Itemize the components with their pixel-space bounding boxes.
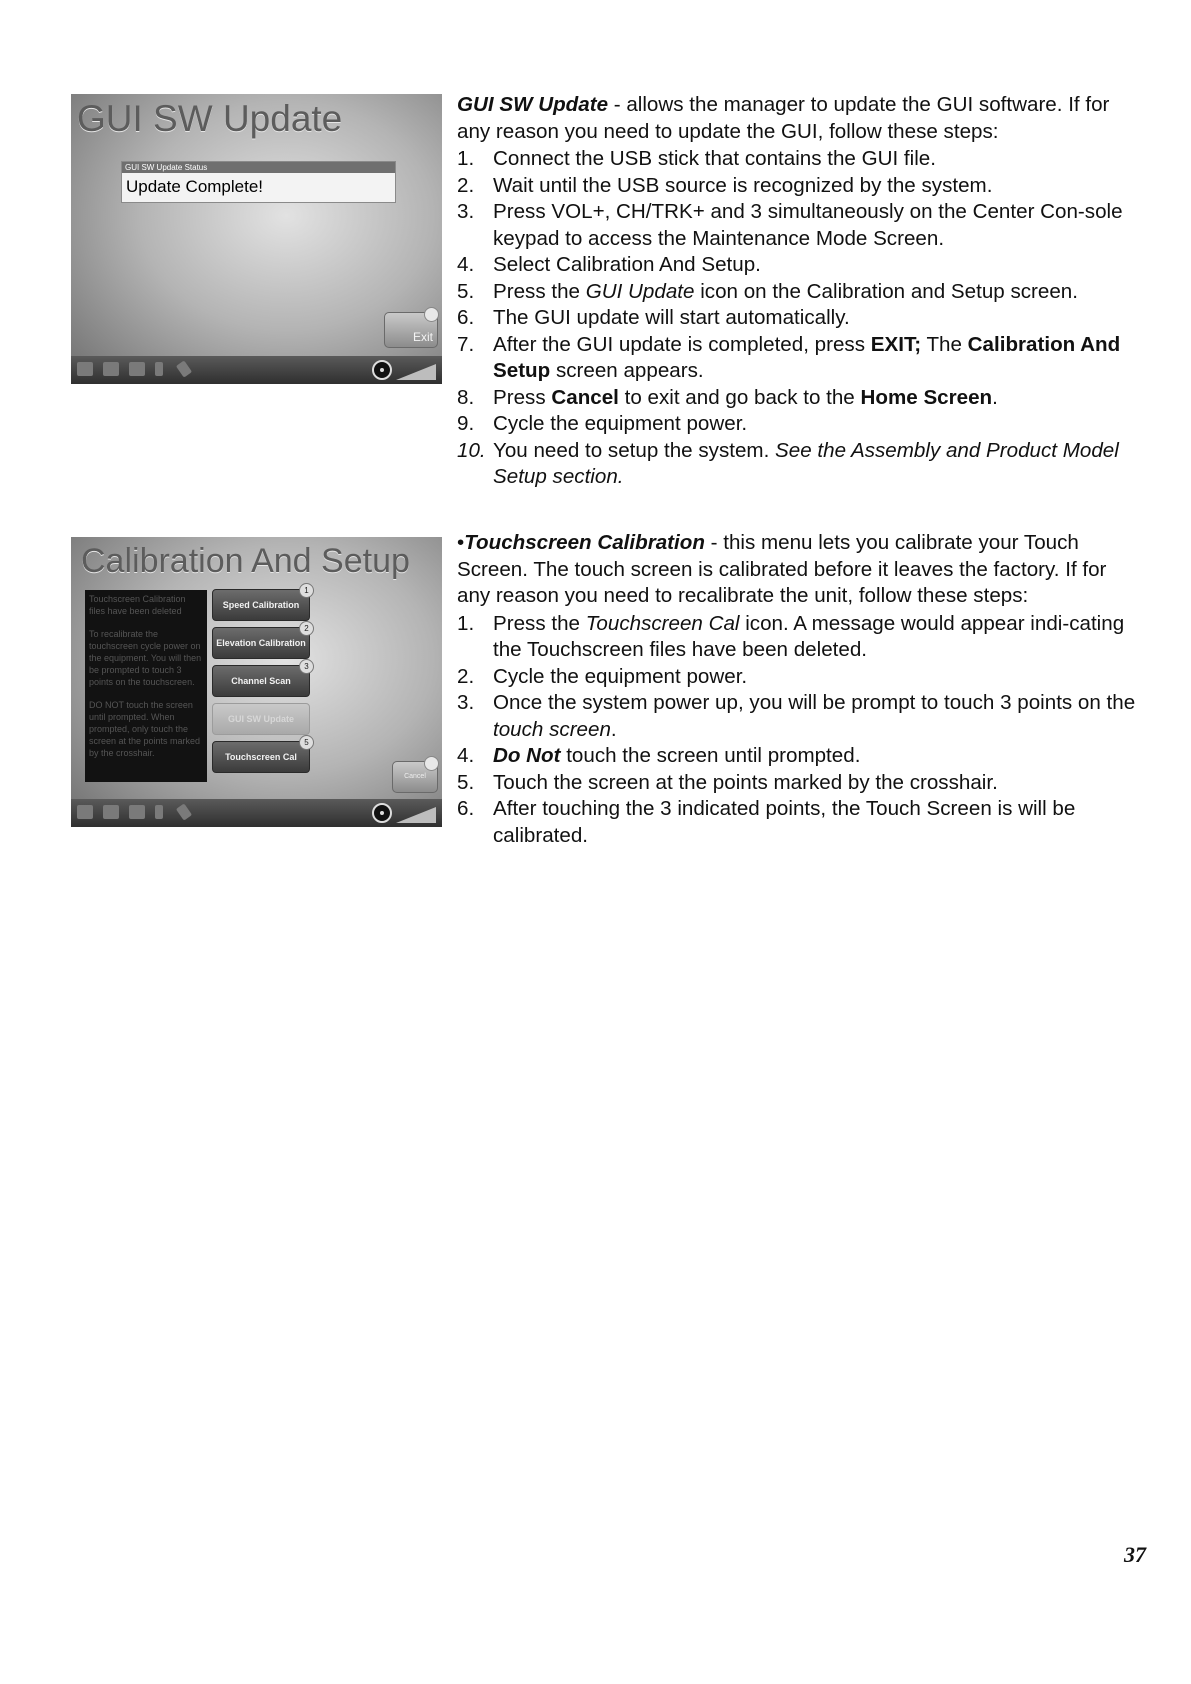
- button-label: Touchscreen Cal: [225, 752, 297, 762]
- step-text: The: [921, 332, 968, 356]
- tool-icon: [176, 360, 192, 377]
- status-header: GUI SW Update Status: [122, 162, 395, 173]
- update-status-box: [121, 161, 396, 203]
- button-label: Channel Scan: [231, 676, 291, 686]
- calibration-screenshot: [71, 537, 442, 827]
- step-number: 1.: [457, 611, 475, 635]
- steps-list: [457, 611, 1137, 850]
- gui-update-screenshot: [71, 94, 442, 384]
- step-text: touch the screen until prompted.: [560, 744, 861, 767]
- elevation-calibration-button: [212, 624, 310, 659]
- step-item: [457, 385, 1137, 412]
- step-number: 6.: [457, 306, 475, 329]
- step-number: 6.: [457, 797, 475, 820]
- step-text: Touch the screen at the points marked by the crosshair.: [493, 770, 998, 794]
- section-intro-text: - this menu lets you calibrate your Touch Screen. The touch screen is calibrated before it leaves the factory. If for any reason you need to recalibrate the unit, follow these steps:: [457, 531, 1107, 607]
- step-text: Wait until the USB source is recognized by the system.: [493, 173, 993, 197]
- step-text: Cycle the equipment power.: [493, 412, 748, 435]
- step-text: Press the: [493, 279, 586, 303]
- menu-icon: [103, 362, 119, 376]
- disc-icon: [372, 360, 392, 380]
- step-item: [457, 411, 1137, 438]
- usb-icon: [155, 805, 163, 819]
- step-number: 2.: [457, 664, 475, 688]
- button-label: Speed Calibration: [222, 600, 300, 610]
- step-text: icon on the Calibration and Setup screen.: [694, 279, 1078, 303]
- indicator-dot-icon: [424, 307, 439, 322]
- menu-icon: [103, 805, 119, 819]
- step-number: 10.: [457, 438, 486, 462]
- step-item: [457, 199, 1137, 252]
- step-text: Touchscreen Cal: [585, 611, 740, 635]
- step-item: [457, 743, 1137, 770]
- step-item: [457, 690, 1137, 743]
- step-number: 7.: [457, 332, 475, 356]
- step-text: to exit and go back to the: [618, 385, 861, 409]
- step-item: [457, 611, 1137, 664]
- button-label: Elevation Calibration: [216, 638, 306, 648]
- section-intro: [457, 92, 1137, 145]
- step-text: screen appears.: [550, 359, 704, 382]
- cancel-button: [392, 761, 438, 793]
- step-text: Press the: [493, 611, 586, 635]
- screenshot-title: GUI SW Update: [77, 98, 343, 139]
- step-text: Cancel: [551, 385, 619, 409]
- step-text: Home Screen: [860, 385, 993, 409]
- step-number: 5.: [457, 770, 475, 794]
- step-text: Do Not: [493, 744, 561, 767]
- exit-button: [384, 312, 438, 348]
- usb-icon: [155, 362, 163, 376]
- step-item: [457, 438, 1137, 491]
- status-value: Update Complete!: [126, 177, 264, 196]
- gui-sw-update-button: [212, 703, 310, 735]
- step-text: Cycle the equipment power.: [493, 664, 748, 688]
- step-number: 3.: [457, 691, 475, 714]
- step-text: Select Calibration And Setup.: [493, 253, 761, 276]
- cancel-label: Cancel: [404, 773, 426, 780]
- step-item: [457, 332, 1137, 385]
- step-text: Once the system power up, you will be prompt to touch 3 points on the: [493, 691, 1136, 714]
- screenshot-taskbar: [71, 799, 442, 827]
- gui-update-section: [457, 92, 1137, 491]
- step-text: See the Assembly and Product Model Setup section.: [493, 438, 1119, 488]
- step-text: After touching the 3 indicated points, the Touch Screen is will be calibrated.: [493, 797, 1076, 847]
- volume-icon: [396, 364, 436, 380]
- calibration-message-panel: [85, 590, 207, 782]
- step-text: .: [992, 385, 998, 409]
- section-title: Touchscreen Calibration: [464, 531, 705, 554]
- step-text: GUI Update: [585, 279, 695, 303]
- screen-icon: [129, 362, 145, 376]
- step-item: [457, 796, 1137, 849]
- badge: 1: [299, 583, 314, 598]
- screenshot-title: Calibration And Setup: [81, 542, 410, 580]
- step-item: [457, 770, 1137, 797]
- touchscreen-calibration-section: [457, 530, 1137, 849]
- step-item: [457, 305, 1137, 332]
- step-number: 9.: [457, 412, 475, 435]
- badge: 5: [299, 735, 314, 750]
- panel-text: To recalibrate the touchscreen cycle power on the equipment. You will then be prompted to touch 3 points on the touchscreen.: [89, 629, 202, 687]
- panel-text: Touchscreen Calibration files have been deleted: [89, 594, 186, 616]
- step-item: [457, 279, 1137, 306]
- bullet: •: [457, 531, 465, 554]
- tool-icon: [176, 803, 192, 820]
- step-number: 8.: [457, 385, 475, 409]
- step-number: 2.: [457, 173, 475, 197]
- step-text: After the GUI update is completed, press: [493, 332, 871, 356]
- step-text: You need to setup the system.: [493, 438, 776, 462]
- volume-icon: [396, 807, 436, 823]
- step-number: 5.: [457, 279, 475, 303]
- step-item: [457, 173, 1137, 200]
- step-text: Calibration And Setup: [493, 332, 1121, 382]
- section-intro: [457, 530, 1137, 610]
- step-item: [457, 252, 1137, 279]
- home-icon: [77, 805, 93, 819]
- section-intro-text: - allows the manager to update the GUI software. If for any reason you need to update the GUI, follow these steps:: [457, 93, 1110, 143]
- badge: 3: [299, 659, 314, 674]
- speed-calibration-button: [212, 586, 310, 621]
- touchscreen-cal-button: [212, 738, 310, 773]
- step-number: 4.: [457, 744, 475, 767]
- step-text: touch screen: [493, 717, 611, 741]
- badge: 2: [299, 621, 314, 636]
- screenshot-taskbar: [71, 356, 442, 384]
- step-text: Connect the USB stick that contains the GUI file.: [493, 147, 936, 170]
- step-text: Press: [493, 385, 552, 409]
- channel-scan-button: [212, 662, 310, 697]
- section-title: GUI SW Update: [457, 93, 609, 116]
- step-number: 3.: [457, 200, 475, 223]
- disc-icon: [372, 803, 392, 823]
- step-text: icon. A message would appear indi-cating the Touchscreen files have been deleted.: [493, 611, 1125, 661]
- step-text: Press VOL+, CH/TRK+ and 3 simultaneously on the Center Con-sole keypad to access the Maintenance Mode Screen.: [493, 200, 1123, 250]
- exit-label: Exit: [412, 330, 433, 344]
- page-number: 37: [1124, 1542, 1146, 1567]
- step-text: EXIT;: [870, 332, 922, 356]
- step-item: [457, 146, 1137, 173]
- home-icon: [77, 362, 93, 376]
- step-number: 4.: [457, 253, 475, 276]
- steps-list: [457, 146, 1137, 491]
- panel-text: DO NOT touch the screen until prompted. When prompted, only touch the screen at the points marked by the crosshair.: [89, 700, 201, 758]
- step-item: [457, 664, 1137, 691]
- step-text: The GUI update will start automatically.: [493, 306, 850, 329]
- button-label: GUI SW Update: [227, 714, 294, 724]
- indicator-dot-icon: [424, 756, 439, 771]
- step-text: .: [610, 717, 617, 741]
- step-number: 1.: [457, 147, 475, 170]
- screen-icon: [129, 805, 145, 819]
